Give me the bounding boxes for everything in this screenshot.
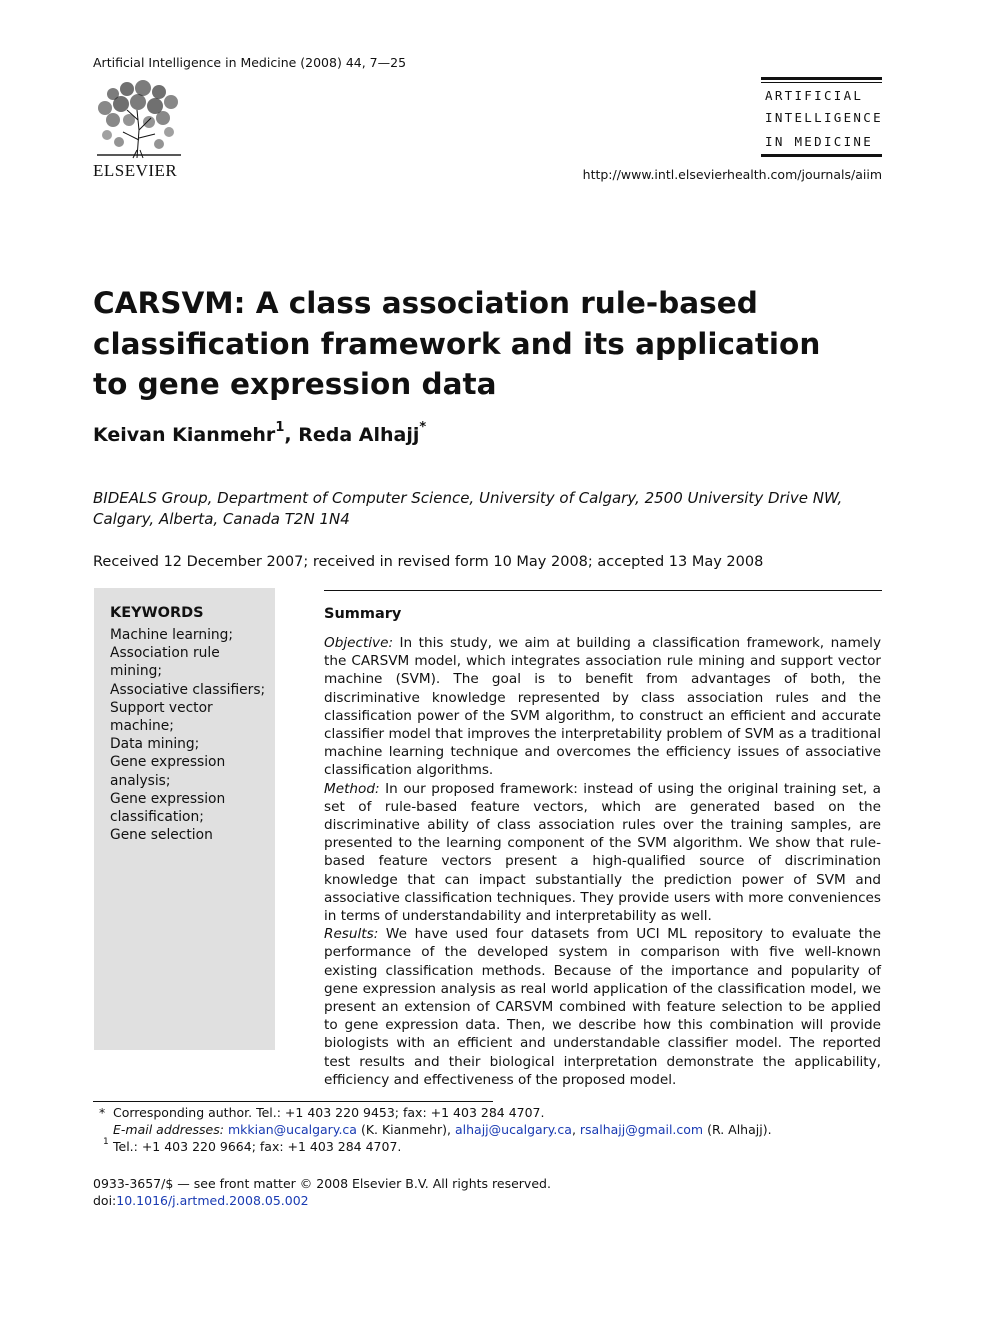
masthead-top-rule-thin bbox=[761, 82, 882, 83]
doi-line bbox=[93, 1192, 551, 1209]
journal-title-line-2: INTELLIGENCE bbox=[765, 110, 883, 125]
footnote-mark: 1 bbox=[103, 1137, 109, 1147]
elsevier-logo bbox=[93, 80, 185, 181]
journal-masthead bbox=[761, 77, 882, 157]
keyword-item: Gene expression classification; bbox=[110, 790, 226, 826]
journal-title-line-3: IN MEDICINE bbox=[765, 134, 874, 149]
abstract-top-rule bbox=[324, 590, 882, 591]
author-name: Reda Alhajj bbox=[298, 424, 420, 446]
email-link[interactable]: rsalhajj@gmail.com bbox=[579, 1122, 704, 1137]
keyword-item: Data mining; bbox=[110, 736, 200, 753]
masthead-bottom-rule bbox=[761, 154, 882, 157]
footnote-corresponding bbox=[93, 1104, 883, 1121]
email-link[interactable]: mkkian@ucalgary.ca bbox=[227, 1122, 357, 1137]
keyword-item: Associative classifiers; bbox=[110, 681, 266, 698]
footnote-text: Tel.: +1 403 220 9664; fax: +1 403 284 4707. bbox=[113, 1139, 402, 1154]
email-owner: (K. Kianmehr), bbox=[360, 1122, 451, 1137]
copyright-line: 0933-3657/$ — see front matter © 2008 Elsevier B.V. All rights reserved. bbox=[93, 1176, 551, 1191]
doi-link[interactable]: 10.1016/j.artmed.2008.05.002 bbox=[116, 1193, 309, 1208]
footnotes bbox=[93, 1104, 883, 1155]
email-label: E-mail addresses: bbox=[113, 1122, 224, 1137]
abstract-results bbox=[324, 925, 881, 1089]
article-title: CARSVM: A class association rule-based classification framework and its application to gene expression data bbox=[93, 286, 821, 401]
journal-citation: Artificial Intelligence in Medicine (2008) 44, 7—25 bbox=[93, 55, 407, 70]
keywords-list bbox=[110, 626, 270, 844]
author-list bbox=[93, 419, 427, 446]
abstract-method bbox=[324, 780, 881, 926]
section-text: We have used four datasets from UCI ML repository to evaluate the performance of the developed system in comparison with five well-known existing classification methods. Because of the importance and popularity of gene expression analysis as real world application of the classification model, we present an extension of CARSVM combined with feature selection to be applied to gene expression data. Then, we describe how this combination will provide biologists with an efficient and understandable classifier model. The reported test results and their biological interpretation demonstrate the applicability, efficiency and effectiveness of the proposed model. bbox=[324, 926, 881, 1088]
keyword-item: Machine learning; bbox=[110, 627, 234, 643]
abstract-objective bbox=[324, 634, 881, 780]
summary-heading: Summary bbox=[324, 606, 402, 622]
copyright-block bbox=[93, 1175, 551, 1209]
email-link[interactable]: alhajj@ucalgary.ca bbox=[454, 1122, 572, 1137]
corresponding-author-mark[interactable]: * bbox=[419, 419, 427, 435]
received-dates: Received 12 December 2007; received in revised form 10 May 2008; accepted 13 May 2008 bbox=[93, 554, 764, 570]
author-separator: , bbox=[284, 424, 292, 446]
abstract-body bbox=[324, 634, 881, 1089]
keywords-heading: KEYWORDS bbox=[110, 605, 204, 621]
keyword-item: Gene expression analysis; bbox=[110, 754, 226, 789]
email-owner: (R. Alhajj). bbox=[707, 1122, 772, 1137]
email-separator: , bbox=[571, 1122, 576, 1137]
section-text: In this study, we aim at building a classification framework, namely the CARSVM model, which integrates association rule mining and support vector machine (SVM). The goal is to benefit from advantages of both, the discriminative knowledge represented by class association rules and the classification power of the SVM algorithm, to construct an efficient and accurate classifier model that improves the interpretability problem of SVM as a traditional machine learning technique and overcomes the efficiency issues of associative classification algorithms. bbox=[324, 635, 881, 779]
section-label: Results: bbox=[324, 926, 379, 943]
keywords-box bbox=[94, 588, 275, 1050]
journal-title-line-1: ARTIFICIAL bbox=[765, 88, 864, 103]
footnote-emails bbox=[93, 1121, 883, 1138]
keyword-item: Gene selection bbox=[110, 827, 213, 844]
footnote-tel bbox=[93, 1138, 883, 1155]
keyword-item: Support vector machine; bbox=[110, 699, 213, 735]
footnote-rule bbox=[93, 1101, 493, 1102]
footnote-text: Corresponding author. Tel.: +1 403 220 9453; fax: +1 403 284 4707. bbox=[113, 1105, 545, 1120]
section-label: Method: bbox=[324, 780, 380, 797]
elsevier-tree-icon bbox=[93, 80, 185, 160]
section-label: Objective: bbox=[324, 635, 394, 651]
section-text: In our proposed framework: instead of using the original training set, a set of rule-based feature vectors, which are generated based on the discriminative ability of class association rules over the training samples, are presented to the learning component of the SVM algorithm. We show that rule-based feature vectors present a high-qualified source of discrimination knowledge that can impact substantially the prediction power of SVM and associative classification techniques. They provide users with more conveniences in terms of understandability and interpretability as well. bbox=[324, 780, 881, 925]
publisher-name: ELSEVIER bbox=[93, 161, 178, 180]
footnote-mark: * bbox=[99, 1105, 106, 1120]
keyword-item: Association rule mining; bbox=[110, 645, 220, 680]
author-footnote-mark[interactable]: 1 bbox=[275, 419, 285, 435]
affiliation: BIDEALS Group, Department of Computer Science, University of Calgary, 2500 University Drive NW, Calgary, Alberta, Canada T2N 1N4 bbox=[93, 489, 843, 528]
doi-prefix: doi: bbox=[93, 1193, 117, 1208]
masthead-top-rule bbox=[761, 77, 882, 80]
author-name: Keivan Kianmehr bbox=[93, 424, 276, 446]
journal-url[interactable]: http://www.intl.elsevierhealth.com/journals/aiim bbox=[582, 167, 882, 182]
